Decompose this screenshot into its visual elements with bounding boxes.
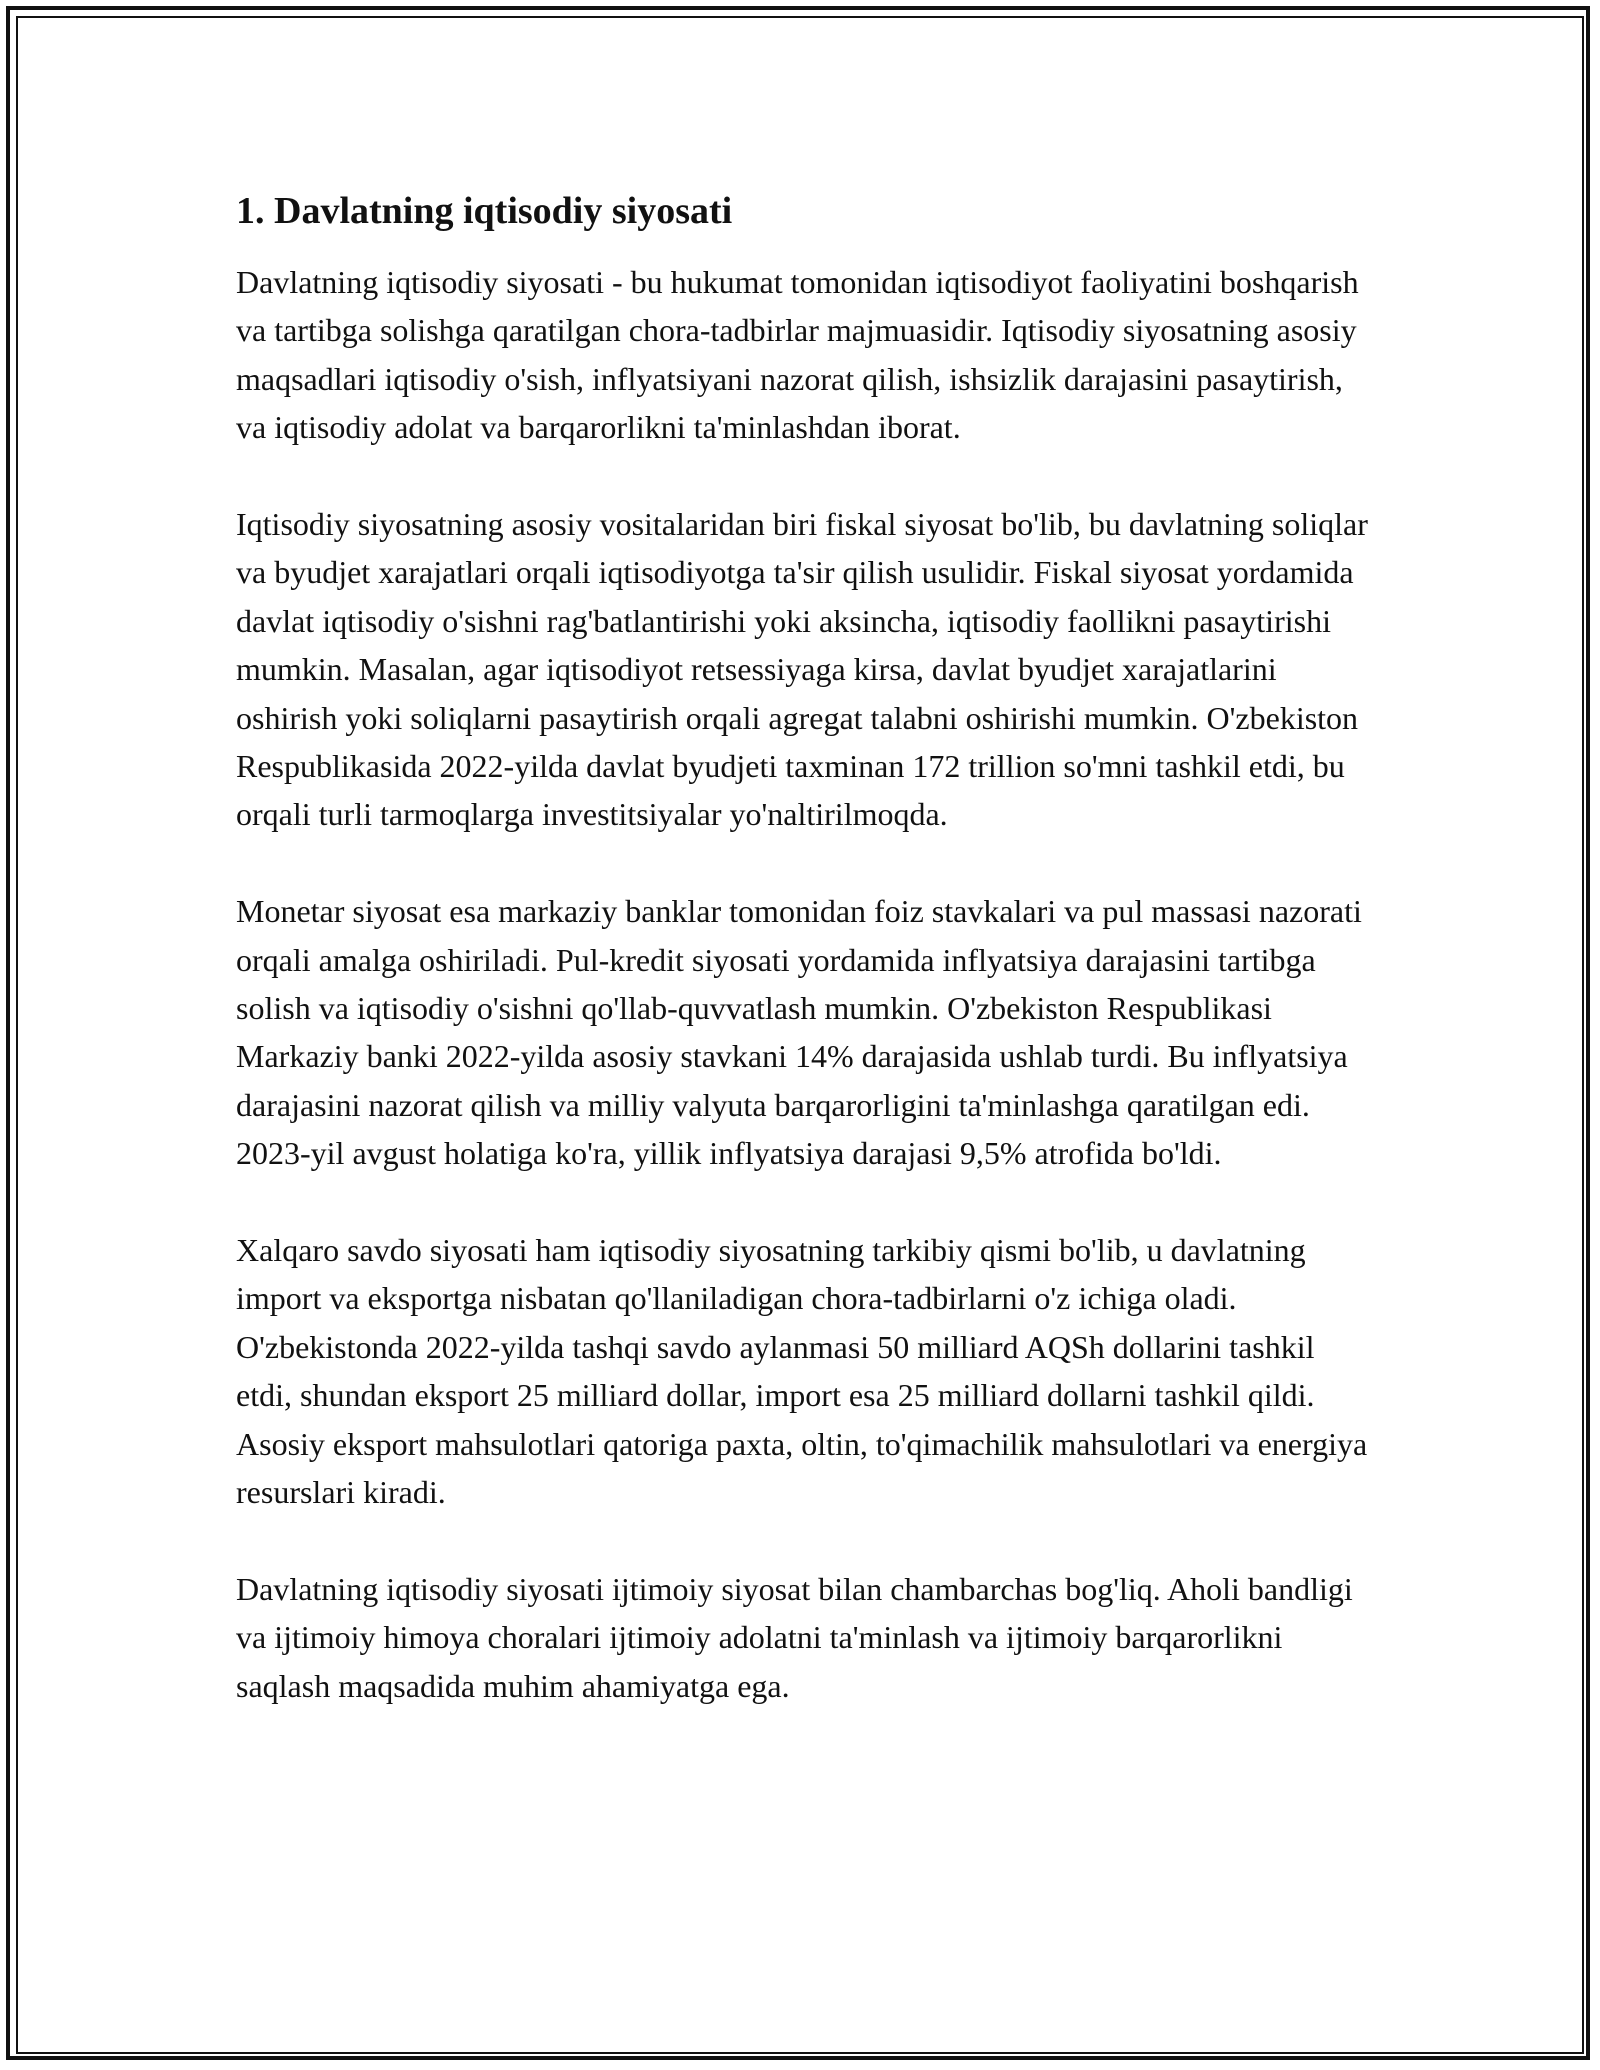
- section-heading: 1. Davlatning iqtisodiy siyosati: [236, 190, 733, 232]
- document-body: [236, 186, 1371, 1759]
- paragraph-trade-policy: Xalqaro savdo siyosati ham iqtisodiy siyosatning tarkibiy qismi bo'lib, u davlatning import va eksportga nisbatan qo'llaniladigan chora-tadbirlarni o'z ichiga oladi. O'zbekistonda 2022-yilda tashqi savdo aylanmasi 50 milliard AQSh dollarini tashkil etdi, shundan eksport 25 milliard dollar, import esa 25 milliard dollarni tashkil qildi. Asosiy eksport mahsulotlari qatoriga paxta, oltin, to'qimachilik mahsulotlari va energiya resurslari kiradi.: [236, 1232, 1368, 1511]
- paragraph-economic-policy-definition: Davlatning iqtisodiy siyosati - bu hukumat tomonidan iqtisodiyot faoliyatini boshqarish va tartibga solishga qaratilgan chora-tadbirlar majmuasidir. Iqtisodiy siyosatning asosiy maqsadlari iqtisodiy o'sish, inflyatsiyani nazorat qilish, ishsizlik darajasini pasaytirish, va iqtisodiy adolat va barqarorlikni ta'minlashdan iborat.: [236, 264, 1359, 446]
- paragraph-social-policy: Davlatning iqtisodiy siyosati ijtimoiy siyosat bilan chambarchas bog'liq. Aholi bandligi va ijtimoiy himoya choralari ijtimoiy adolatni ta'minlash va ijtimoiy barqarorlikni saqlash maqsadida muhim ahamiyatga ega.: [236, 1570, 1353, 1704]
- paragraph-fiscal-policy: Iqtisodiy siyosatning asosiy vositalaridan biri fiskal siyosat bo'lib, bu davlatning soliqlar va byudjet xarajatlari orqali iqtisodiyotga ta'sir qilish usulidir. Fiskal siyosat yordamida davlat iqtisodiy o'sishni rag'batlantirishi yoki aksincha, iqtisodiy faollikni pasaytirishi mumkin. Masalan, agar iqtisodiyot retsessiyaga kirsa, davlat byudjet xarajatlarini oshirish yoki soliqlarni pasaytirish orqali agregat talabni oshirishi mumkin. O'zbekiston Respublikasida 2022-yilda davlat byudjeti taxminan 172 trillion so'mni tashkil etdi, bu orqali turli tarmoqlarga investitsiyalar yo'naltirilmoqda.: [236, 506, 1368, 833]
- paragraph-monetary-policy: Monetar siyosat esa markaziy banklar tomonidan foiz stavkalari va pul massasi nazorati orqali amalga oshiriladi. Pul-kredit siyosati yordamida inflyatsiya darajasini tartibga solish va iqtisodiy o'sishni qo'llab-quvvatlash mumkin. O'zbekiston Respublikasi Markaziy banki 2022-yilda asosiy stavkani 14% darajasida ushlab turdi. Bu inflyatsiya darajasini nazorat qilish va milliy valyuta barqarorligini ta'minlashga qaratilgan edi. 2023-yil avgust holatiga ko'ra, yillik inflyatsiya darajasi 9,5% atrofida bo'ldi.: [236, 893, 1362, 1172]
